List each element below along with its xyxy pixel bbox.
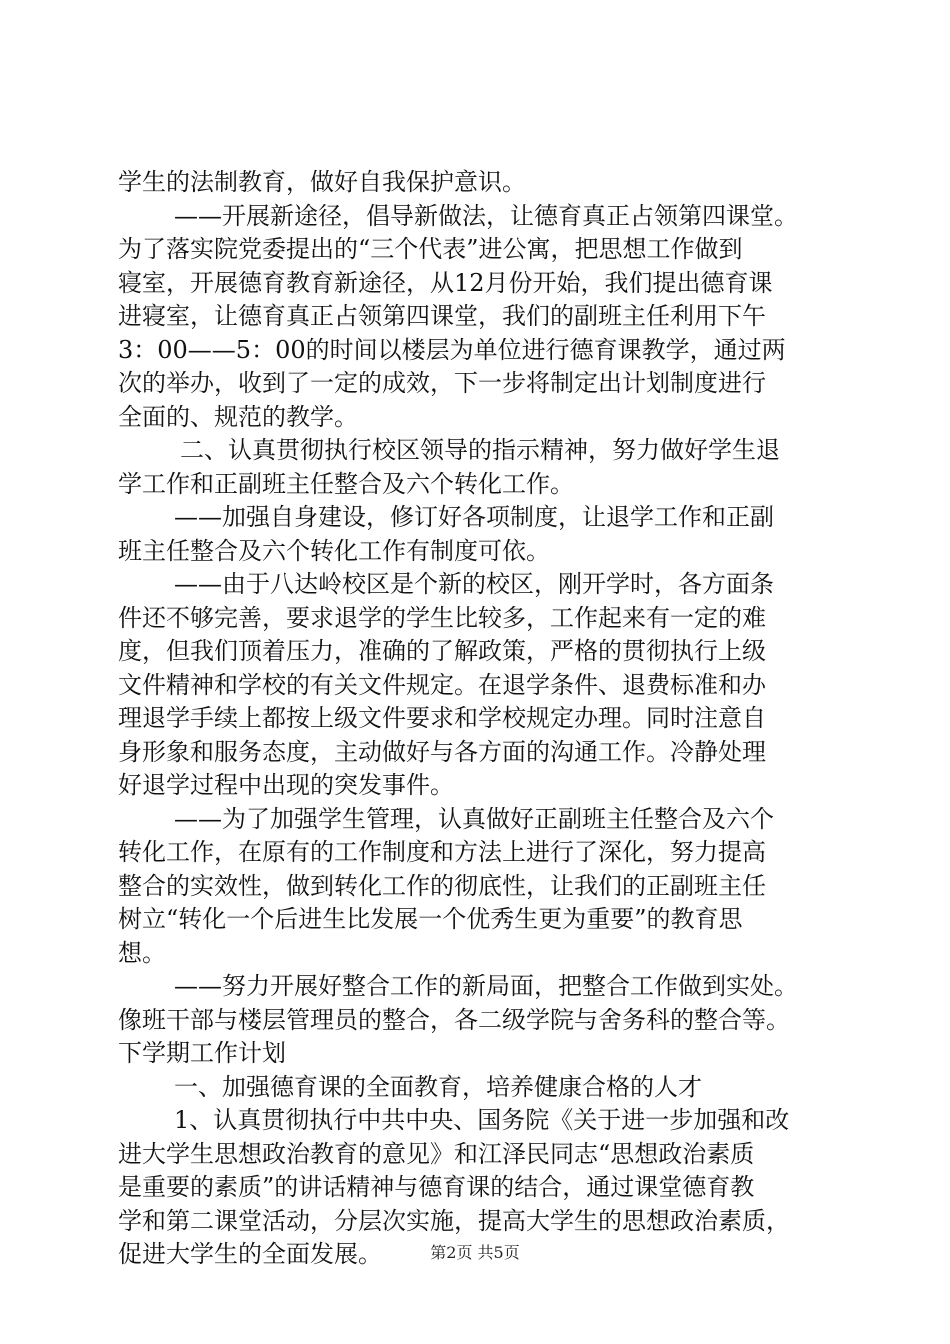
text-line: 学生的法制教育，做好自我保护意识。	[118, 168, 526, 196]
text-line: 文件精神和学校的有关文件规定。在退学条件、退费标准和办	[118, 670, 766, 699]
page-footer	[0, 1243, 950, 1263]
text-line: 全面的、规范的教学。	[118, 402, 358, 431]
text-line: ——开展新途径，倡导新做法，让德育真正占领第四课堂。	[174, 201, 798, 230]
section-heading: 下学期工作计划	[118, 1039, 286, 1067]
text-line: 学工作和正副班主任整合及六个转化工作。	[118, 469, 574, 498]
text-line: 3：00——5：00的时间以楼层为单位进行德育课教学，通过两	[118, 335, 786, 364]
text-line: 次的举办，收到了一定的成效，下一步将制定出计划制度进行	[118, 369, 766, 397]
text-line: 树立“转化一个后进生比发展一个优秀生更为重要”的教育思	[118, 905, 743, 933]
section-heading: 二、认真贯彻执行校区领导的指示精神，努力做好学生退	[180, 436, 780, 464]
text-line: 班主任整合及六个转化工作有制度可依。	[118, 536, 550, 565]
text-line: 进大学生思想政治教育的意见》和江泽民同志“思想政治素质	[118, 1139, 755, 1168]
text-line: 是重要的素质”的讲话精神与德育课的结合，通过课堂德育教	[118, 1173, 755, 1201]
text-line: ——努力开展好整合工作的新局面，把整合工作做到实处。	[174, 972, 798, 1000]
text-line: 促进大学生的全面发展。	[118, 1240, 382, 1268]
text-line: 像班干部与楼层管理员的整合，各二级学院与舍务科的整合等。	[118, 1005, 790, 1034]
text-line: ——加强自身建设，修订好各项制度，让退学工作和正副	[174, 503, 774, 531]
text-line: 学和第二课堂活动，分层次实施，提高大学生的思想政治素质，	[118, 1206, 790, 1235]
text-line: 身形象和服务态度，主动做好与各方面的沟通工作。冷静处理	[118, 737, 766, 766]
text-line: 好退学过程中出现的突发事件。	[118, 771, 454, 799]
text-line: ——由于八达岭校区是个新的校区，刚开学时，各方面条	[174, 570, 774, 598]
text-line: 想。	[118, 938, 166, 967]
text-line: 寝室，开展德育教育新途径，从12月份开始，我们提出德育课	[118, 268, 773, 297]
document-body	[118, 166, 838, 1272]
page-number: 第2页 共5页	[430, 1243, 520, 1262]
text-line: 进寝室，让德育真正占领第四课堂，我们的副班主任利用下午	[118, 302, 766, 330]
text-line: 件还不够完善，要求退学的学生比较多，工作起来有一定的难	[118, 603, 766, 632]
text-line: ——为了加强学生管理，认真做好正副班主任整合及六个	[174, 804, 774, 833]
text-line: 度，但我们顶着压力，准确的了解政策，严格的贯彻执行上级	[118, 637, 766, 665]
text-line: 理退学手续上都按上级文件要求和学校规定办理。同时注意自	[118, 704, 766, 732]
text-line: 整合的实效性，做到转化工作的彻底性，让我们的正副班主任	[118, 871, 766, 900]
text-line: 1、认真贯彻执行中共中央、国务院《关于进一步加强和改	[174, 1106, 790, 1134]
text-line: 转化工作，在原有的工作制度和方法上进行了深化，努力提高	[118, 838, 766, 866]
subsection-heading: 一、加强德育课的全面教育，培养健康合格的人才	[174, 1072, 702, 1101]
text-line: 为了落实院党委提出的“三个代表”进公寓，把思想工作做到	[118, 235, 743, 263]
